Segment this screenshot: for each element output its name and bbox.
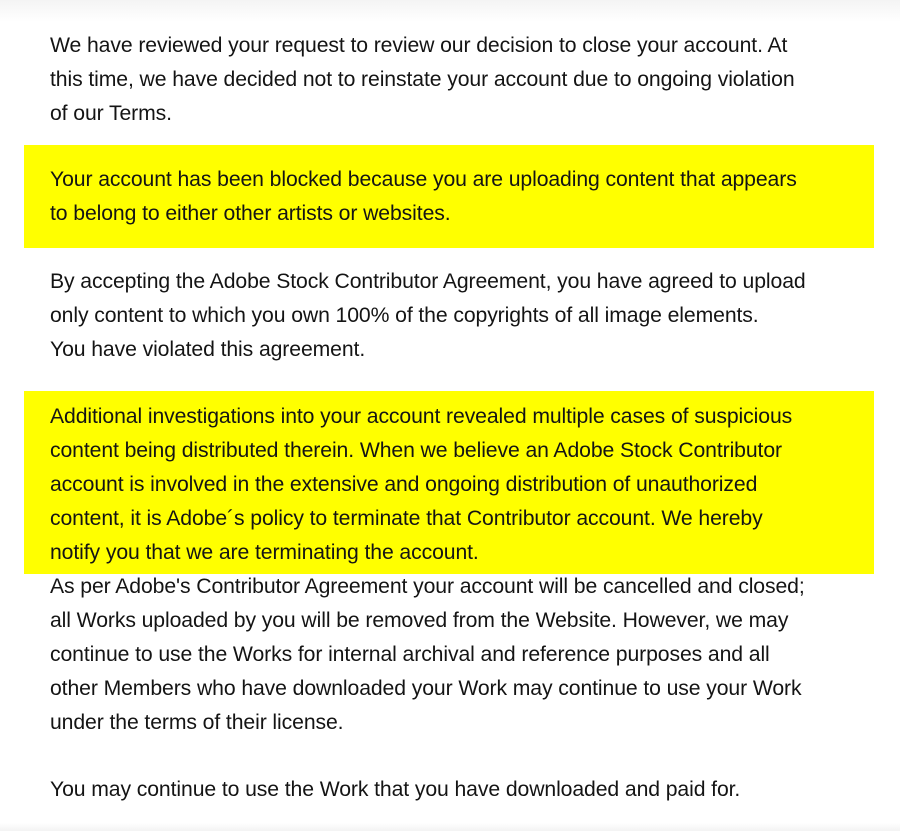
paragraph-downloaded-work: [50, 773, 880, 807]
paragraph-account-blocked: [50, 163, 880, 231]
text-line: of our Terms.: [50, 102, 172, 125]
text-line: other Members who have downloaded your Work may continue to use your Work: [50, 677, 802, 700]
paragraph-investigation-termination: [50, 400, 880, 570]
text-line: this time, we have decided not to reinstate your account due to ongoing violation: [50, 68, 795, 91]
text-line: content being distributed therein. When we believe an Adobe Stock Contributor: [50, 439, 782, 462]
text-line: notify you that we are terminating the account.: [50, 541, 479, 564]
text-line: content, it is Adobe´s policy to terminate that Contributor account. We hereby: [50, 507, 763, 530]
text-line: continue to use the Works for internal archival and reference purposes and all: [50, 643, 770, 666]
bottom-edge-bar: [0, 823, 900, 831]
text-line: only content to which you own 100% of the copyrights of all image elements.: [50, 304, 759, 327]
top-edge-bar: [0, 0, 900, 22]
paragraph-review-decision: [50, 29, 880, 131]
text-line: account is involved in the extensive and ongoing distribution of unauthorized: [50, 473, 758, 496]
text-line: Your account has been blocked because you are uploading content that appears: [50, 168, 797, 191]
text-line: under the terms of their license.: [50, 711, 344, 734]
text-line: to belong to either other artists or websites.: [50, 202, 451, 225]
text-line: By accepting the Adobe Stock Contributor Agreement, you have agreed to upload: [50, 270, 806, 293]
text-line: As per Adobe's Contributor Agreement your account will be cancelled and closed;: [50, 575, 805, 598]
text-line: We have reviewed your request to review our decision to close your account. At: [50, 34, 788, 57]
paragraph-works-removal: [50, 570, 880, 740]
text-line: Additional investigations into your account revealed multiple cases of suspicious: [50, 405, 793, 428]
text-line: all Works uploaded by you will be removed from the Website. However, we may: [50, 609, 789, 632]
text-line: You may continue to use the Work that you have downloaded and paid for.: [50, 778, 741, 801]
text-line: You have violated this agreement.: [50, 338, 366, 361]
paragraph-contributor-agreement: [50, 265, 880, 367]
